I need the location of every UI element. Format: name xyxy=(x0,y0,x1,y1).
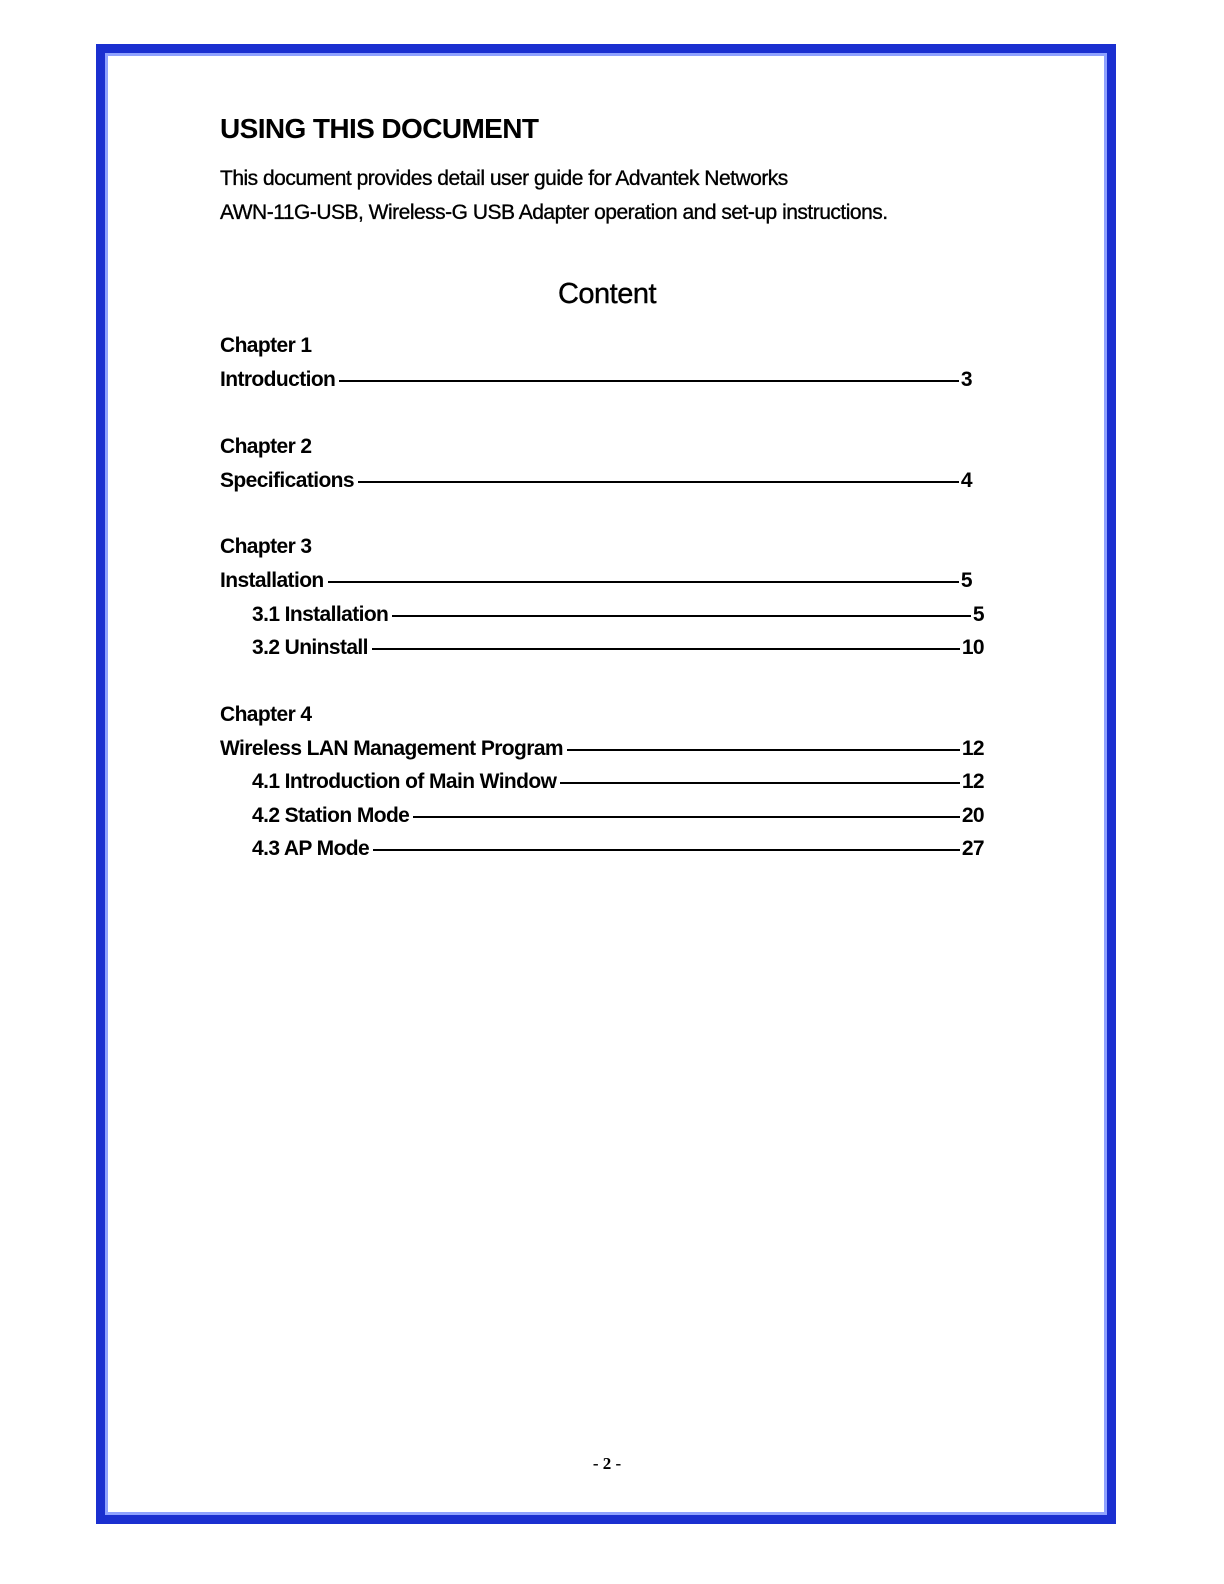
toc-entry-title: 4.3 AP Mode xyxy=(252,837,370,860)
dot-leader xyxy=(339,380,959,382)
intro-paragraph xyxy=(220,162,1010,230)
dot-leader xyxy=(372,648,960,650)
toc-entry-title: Installation xyxy=(220,569,324,592)
toc-entry-introduction[interactable] xyxy=(220,365,972,395)
toc-entry-title: Introduction xyxy=(220,368,336,391)
dot-leader xyxy=(373,849,960,851)
toc-entry-page: 4 xyxy=(960,469,972,492)
intro-line-1: This document provides detail user guide for Advantek Networks xyxy=(220,167,788,190)
chapter-1-label: Chapter 1 xyxy=(220,334,312,357)
toc-entry-title: Specifications xyxy=(220,469,354,492)
intro-line-2: AWN-11G-USB, Wireless-G USB Adapter operation and set-up instructions. xyxy=(220,201,888,224)
toc-entry-installation[interactable] xyxy=(220,566,972,596)
dot-leader xyxy=(392,615,971,617)
toc-entry-page: 12 xyxy=(961,737,984,760)
toc-entry-title: Wireless LAN Management Program xyxy=(220,737,563,760)
document-heading: USING THIS DOCUMENT xyxy=(220,113,539,144)
toc-entry-wlan-management[interactable] xyxy=(220,734,984,764)
toc-entry-title: 4.2 Station Mode xyxy=(252,804,410,827)
dot-leader xyxy=(567,749,960,751)
toc-subentry-3-2[interactable] xyxy=(252,633,984,663)
chapter-4-label: Chapter 4 xyxy=(220,703,312,726)
toc-entry-page: 5 xyxy=(960,569,972,592)
dot-leader xyxy=(358,481,959,483)
toc-entry-page: 5 xyxy=(972,603,984,626)
toc-subentry-3-1[interactable] xyxy=(252,600,984,630)
toc-entry-specifications[interactable] xyxy=(220,466,972,496)
toc-entry-page: 3 xyxy=(960,368,972,391)
toc-entry-page: 10 xyxy=(961,636,984,659)
toc-subentry-4-2[interactable] xyxy=(252,801,984,831)
dot-leader xyxy=(328,581,959,583)
toc-entry-page: 27 xyxy=(961,837,984,860)
dot-leader xyxy=(413,816,960,818)
content-title: Content xyxy=(557,278,657,310)
toc-entry-title: 3.2 Uninstall xyxy=(252,636,368,659)
toc-subentry-4-3[interactable] xyxy=(252,834,984,864)
dot-leader xyxy=(560,782,959,784)
toc-entry-page: 12 xyxy=(961,770,984,793)
page-number: - 2 - xyxy=(592,1454,622,1473)
toc-subentry-4-1[interactable] xyxy=(252,767,984,797)
chapter-3-label: Chapter 3 xyxy=(220,535,312,558)
toc-entry-page: 20 xyxy=(961,804,984,827)
toc-entry-title: 4.1 Introduction of Main Window xyxy=(252,770,557,793)
toc-entry-title: 3.1 Installation xyxy=(252,603,389,626)
chapter-2-label: Chapter 2 xyxy=(220,435,312,458)
